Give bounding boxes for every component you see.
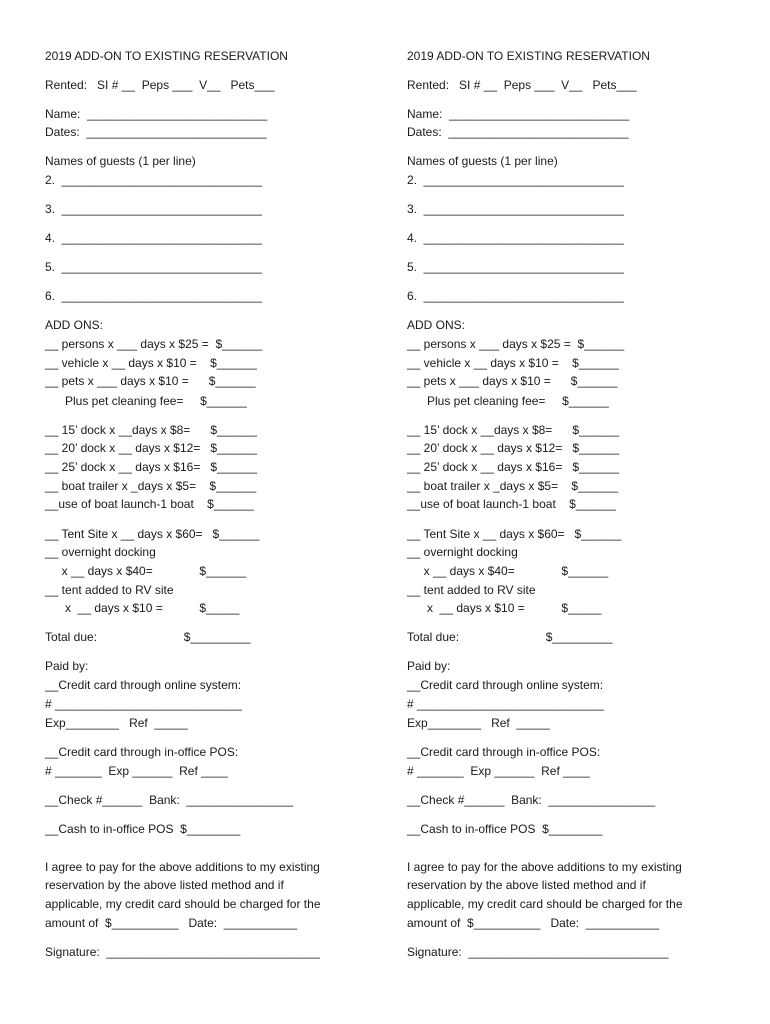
addon-dock-25: __ 25’ dock x __ days x $16= $______ [45, 460, 258, 474]
addon-vehicle: __ vehicle x __ days x $10 = $______ [45, 356, 257, 370]
addon-dock-15: __ 15’ dock x __days x $8= $______ [45, 423, 258, 437]
cc-pos-option: __Credit card through in-office POS: [407, 745, 601, 759]
addon-pets: __ pets x ___ days x $10 = $______ [407, 374, 618, 388]
agreement-line-2: reservation by the above listed method and if [45, 878, 284, 892]
cc-online-number: # ____________________________ [407, 697, 604, 711]
cc-online-option: __Credit card through online system: [45, 678, 242, 692]
name-line: Name: ___________________________ [407, 107, 630, 121]
name-line: Name: ___________________________ [45, 107, 268, 121]
addons-heading: ADD ONS: [407, 318, 466, 332]
addon-boat-launch: __use of boat launch-1 boat $______ [45, 497, 254, 511]
guest-line-3: 3. ______________________________ [407, 202, 624, 216]
cc-online-exp-ref: Exp________ Ref _____ [407, 716, 550, 730]
addon-tent-rv: __ tent added to RV site [45, 583, 174, 597]
guests-heading: Names of guests (1 per line) [45, 154, 196, 168]
form-title: 2019 ADD-ON TO EXISTING RESERVATION [407, 49, 650, 63]
addon-pet-cleaning: Plus pet cleaning fee= $______ [407, 394, 609, 408]
addon-overnight-docking-days: x __ days x $40= $______ [45, 564, 247, 578]
dates-line: Dates: ___________________________ [407, 125, 629, 139]
addon-dock-15: __ 15’ dock x __days x $8= $______ [407, 423, 620, 437]
signature-line: Signature: ________________________________ [45, 945, 320, 959]
paid-by-heading: Paid by: [45, 659, 89, 673]
addon-persons: __ persons x ___ days x $25 = $______ [407, 337, 625, 351]
dates-line: Dates: ___________________________ [45, 125, 267, 139]
agreement-line-3: applicable, my credit card should be charged for the [45, 897, 321, 911]
agreement-line-3: applicable, my credit card should be charged for the [407, 897, 683, 911]
guest-line-4: 4. ______________________________ [407, 231, 624, 245]
guest-line-6: 6. ______________________________ [407, 289, 624, 303]
addon-tent-rv: __ tent added to RV site [407, 583, 536, 597]
addon-boat-trailer: __ boat trailer x _days x $5= $______ [45, 479, 257, 493]
addon-tent-site: __ Tent Site x __ days x $60= $______ [45, 527, 260, 541]
addon-tent-rv-days: x __ days x $10 = $_____ [45, 601, 240, 615]
check-option: __Check #______ Bank: ________________ [407, 793, 656, 807]
total-due: Total due: $_________ [45, 630, 251, 644]
rented-line: Rented: SI # __ Peps ___ V__ Pets___ [45, 78, 275, 92]
addon-dock-20: __ 20’ dock x __ days x $12= $______ [407, 441, 620, 455]
addon-tent-rv-days: x __ days x $10 = $_____ [407, 601, 602, 615]
addons-heading: ADD ONS: [45, 318, 104, 332]
addon-dock-20: __ 20’ dock x __ days x $12= $______ [45, 441, 258, 455]
form-title: 2019 ADD-ON TO EXISTING RESERVATION [45, 49, 288, 63]
signature-line: Signature: ______________________________ [407, 945, 669, 959]
addon-overnight-docking: __ overnight docking [45, 545, 156, 559]
guest-line-3: 3. ______________________________ [45, 202, 262, 216]
addon-vehicle: __ vehicle x __ days x $10 = $______ [407, 356, 619, 370]
form-left [45, 0, 405, 1024]
total-due: Total due: $_________ [407, 630, 613, 644]
cc-online-exp-ref: Exp________ Ref _____ [45, 716, 188, 730]
addon-pets: __ pets x ___ days x $10 = $______ [45, 374, 256, 388]
check-option: __Check #______ Bank: ________________ [45, 793, 294, 807]
guest-line-5: 5. ______________________________ [407, 260, 624, 274]
agreement-line-4: amount of $__________ Date: ___________ [407, 916, 660, 930]
cc-online-option: __Credit card through online system: [407, 678, 604, 692]
cash-option: __Cash to in-office POS $________ [45, 822, 241, 836]
cc-online-number: # ____________________________ [45, 697, 242, 711]
guest-line-5: 5. ______________________________ [45, 260, 262, 274]
guest-line-2: 2. ______________________________ [407, 173, 624, 187]
cash-option: __Cash to in-office POS $________ [407, 822, 603, 836]
addon-persons: __ persons x ___ days x $25 = $______ [45, 337, 263, 351]
guest-line-6: 6. ______________________________ [45, 289, 262, 303]
agreement-line-1: I agree to pay for the above additions to my existing [45, 860, 320, 874]
addon-pet-cleaning: Plus pet cleaning fee= $______ [45, 394, 247, 408]
addon-dock-25: __ 25’ dock x __ days x $16= $______ [407, 460, 620, 474]
addon-overnight-docking: __ overnight docking [407, 545, 518, 559]
addon-tent-site: __ Tent Site x __ days x $60= $______ [407, 527, 622, 541]
cc-pos-details: # _______ Exp ______ Ref ____ [407, 764, 590, 778]
agreement-line-2: reservation by the above listed method and if [407, 878, 646, 892]
agreement-line-4: amount of $__________ Date: ___________ [45, 916, 298, 930]
rented-line: Rented: SI # __ Peps ___ V__ Pets___ [407, 78, 637, 92]
addon-overnight-docking-days: x __ days x $40= $______ [407, 564, 609, 578]
addon-boat-trailer: __ boat trailer x _days x $5= $______ [407, 479, 619, 493]
form-right [407, 0, 767, 1024]
guests-heading: Names of guests (1 per line) [407, 154, 558, 168]
paid-by-heading: Paid by: [407, 659, 451, 673]
guest-line-2: 2. ______________________________ [45, 173, 262, 187]
addon-boat-launch: __use of boat launch-1 boat $______ [407, 497, 616, 511]
cc-pos-details: # _______ Exp ______ Ref ____ [45, 764, 228, 778]
cc-pos-option: __Credit card through in-office POS: [45, 745, 239, 759]
agreement-line-1: I agree to pay for the above additions to my existing [407, 860, 682, 874]
guest-line-4: 4. ______________________________ [45, 231, 262, 245]
